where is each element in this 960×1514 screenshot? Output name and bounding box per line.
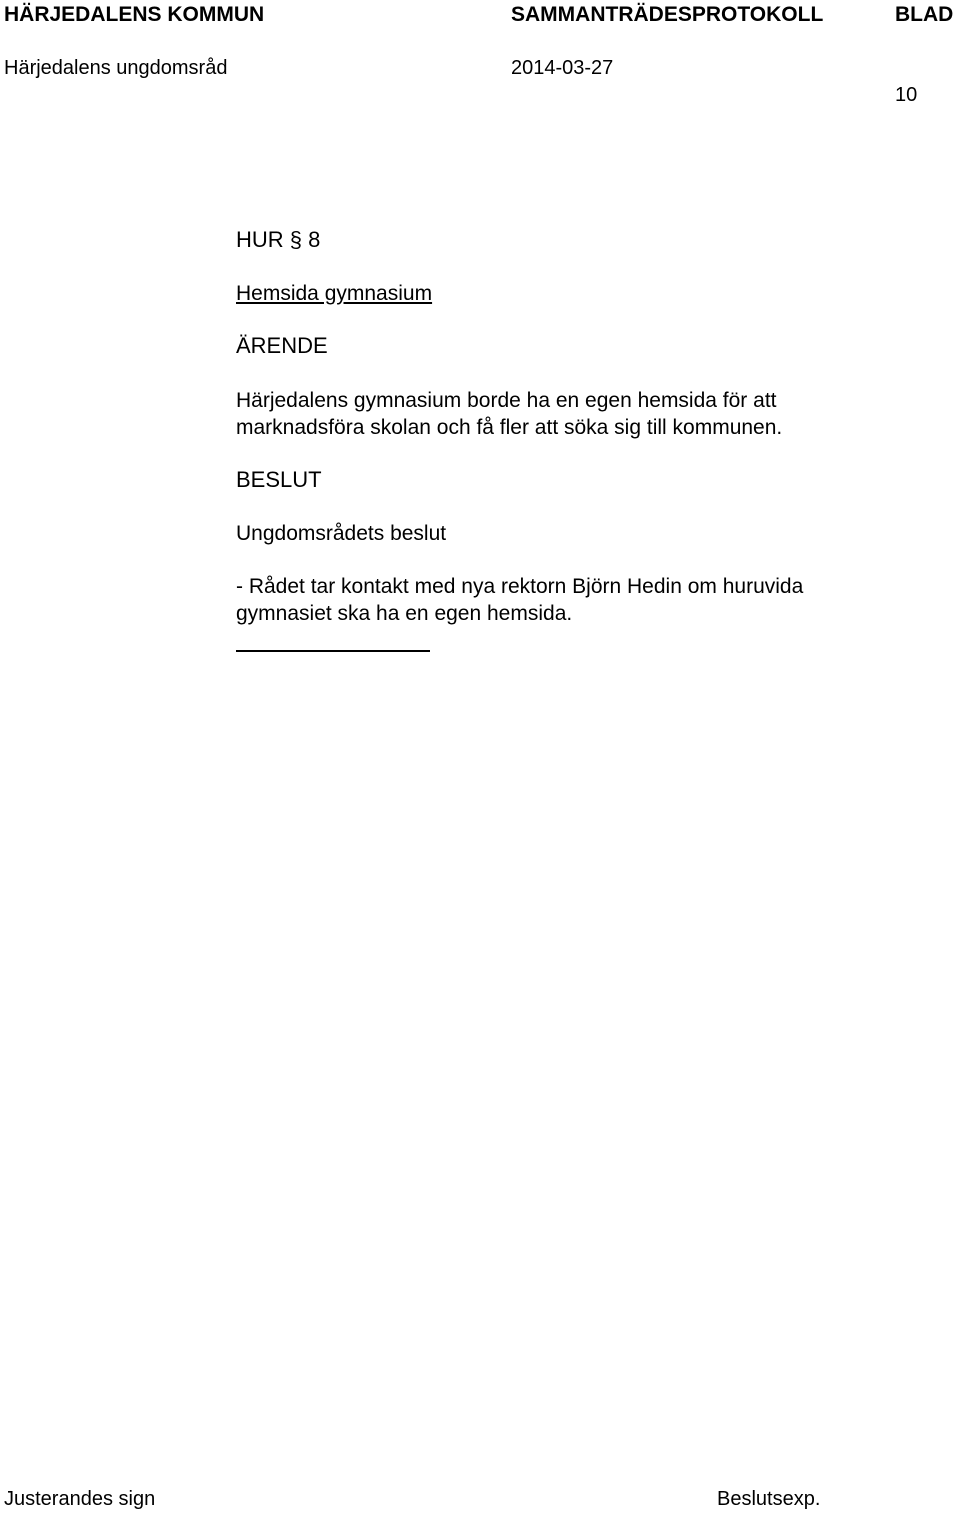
- beslut-text-line1: - Rådet tar kontakt med nya rektorn Björn Hedin om huruvida: [236, 575, 804, 598]
- paragraph-ref: HUR § 8: [236, 227, 321, 252]
- document-type: SAMMANTRÄDESPROTOKOLL: [511, 3, 824, 26]
- beslutsexp-label: Beslutsexp.: [717, 1488, 821, 1510]
- arende-text-line1: Härjedalens gymnasium borde ha en egen hemsida för att: [236, 389, 777, 412]
- arende-text-line2: marknadsföra skolan och få fler att söka sig till kommunen.: [236, 416, 783, 439]
- page-number: 10: [895, 84, 918, 106]
- justerandes-sign-label: Justerandes sign: [4, 1488, 156, 1510]
- arende-heading: ÄRENDE: [236, 333, 328, 358]
- body-name: Härjedalens ungdomsråd: [4, 57, 228, 79]
- section-end-rule: [236, 650, 430, 652]
- beslut-intro: Ungdomsrådets beslut: [236, 522, 447, 545]
- organization-name: HÄRJEDALENS KOMMUN: [4, 3, 265, 26]
- subject-title: Hemsida gymnasium: [236, 282, 433, 305]
- beslut-text-line2: gymnasiet ska ha en egen hemsida.: [236, 602, 573, 625]
- meeting-date: 2014-03-27: [511, 57, 614, 79]
- beslut-heading: BESLUT: [236, 467, 322, 492]
- blad-label: BLAD: [895, 3, 954, 26]
